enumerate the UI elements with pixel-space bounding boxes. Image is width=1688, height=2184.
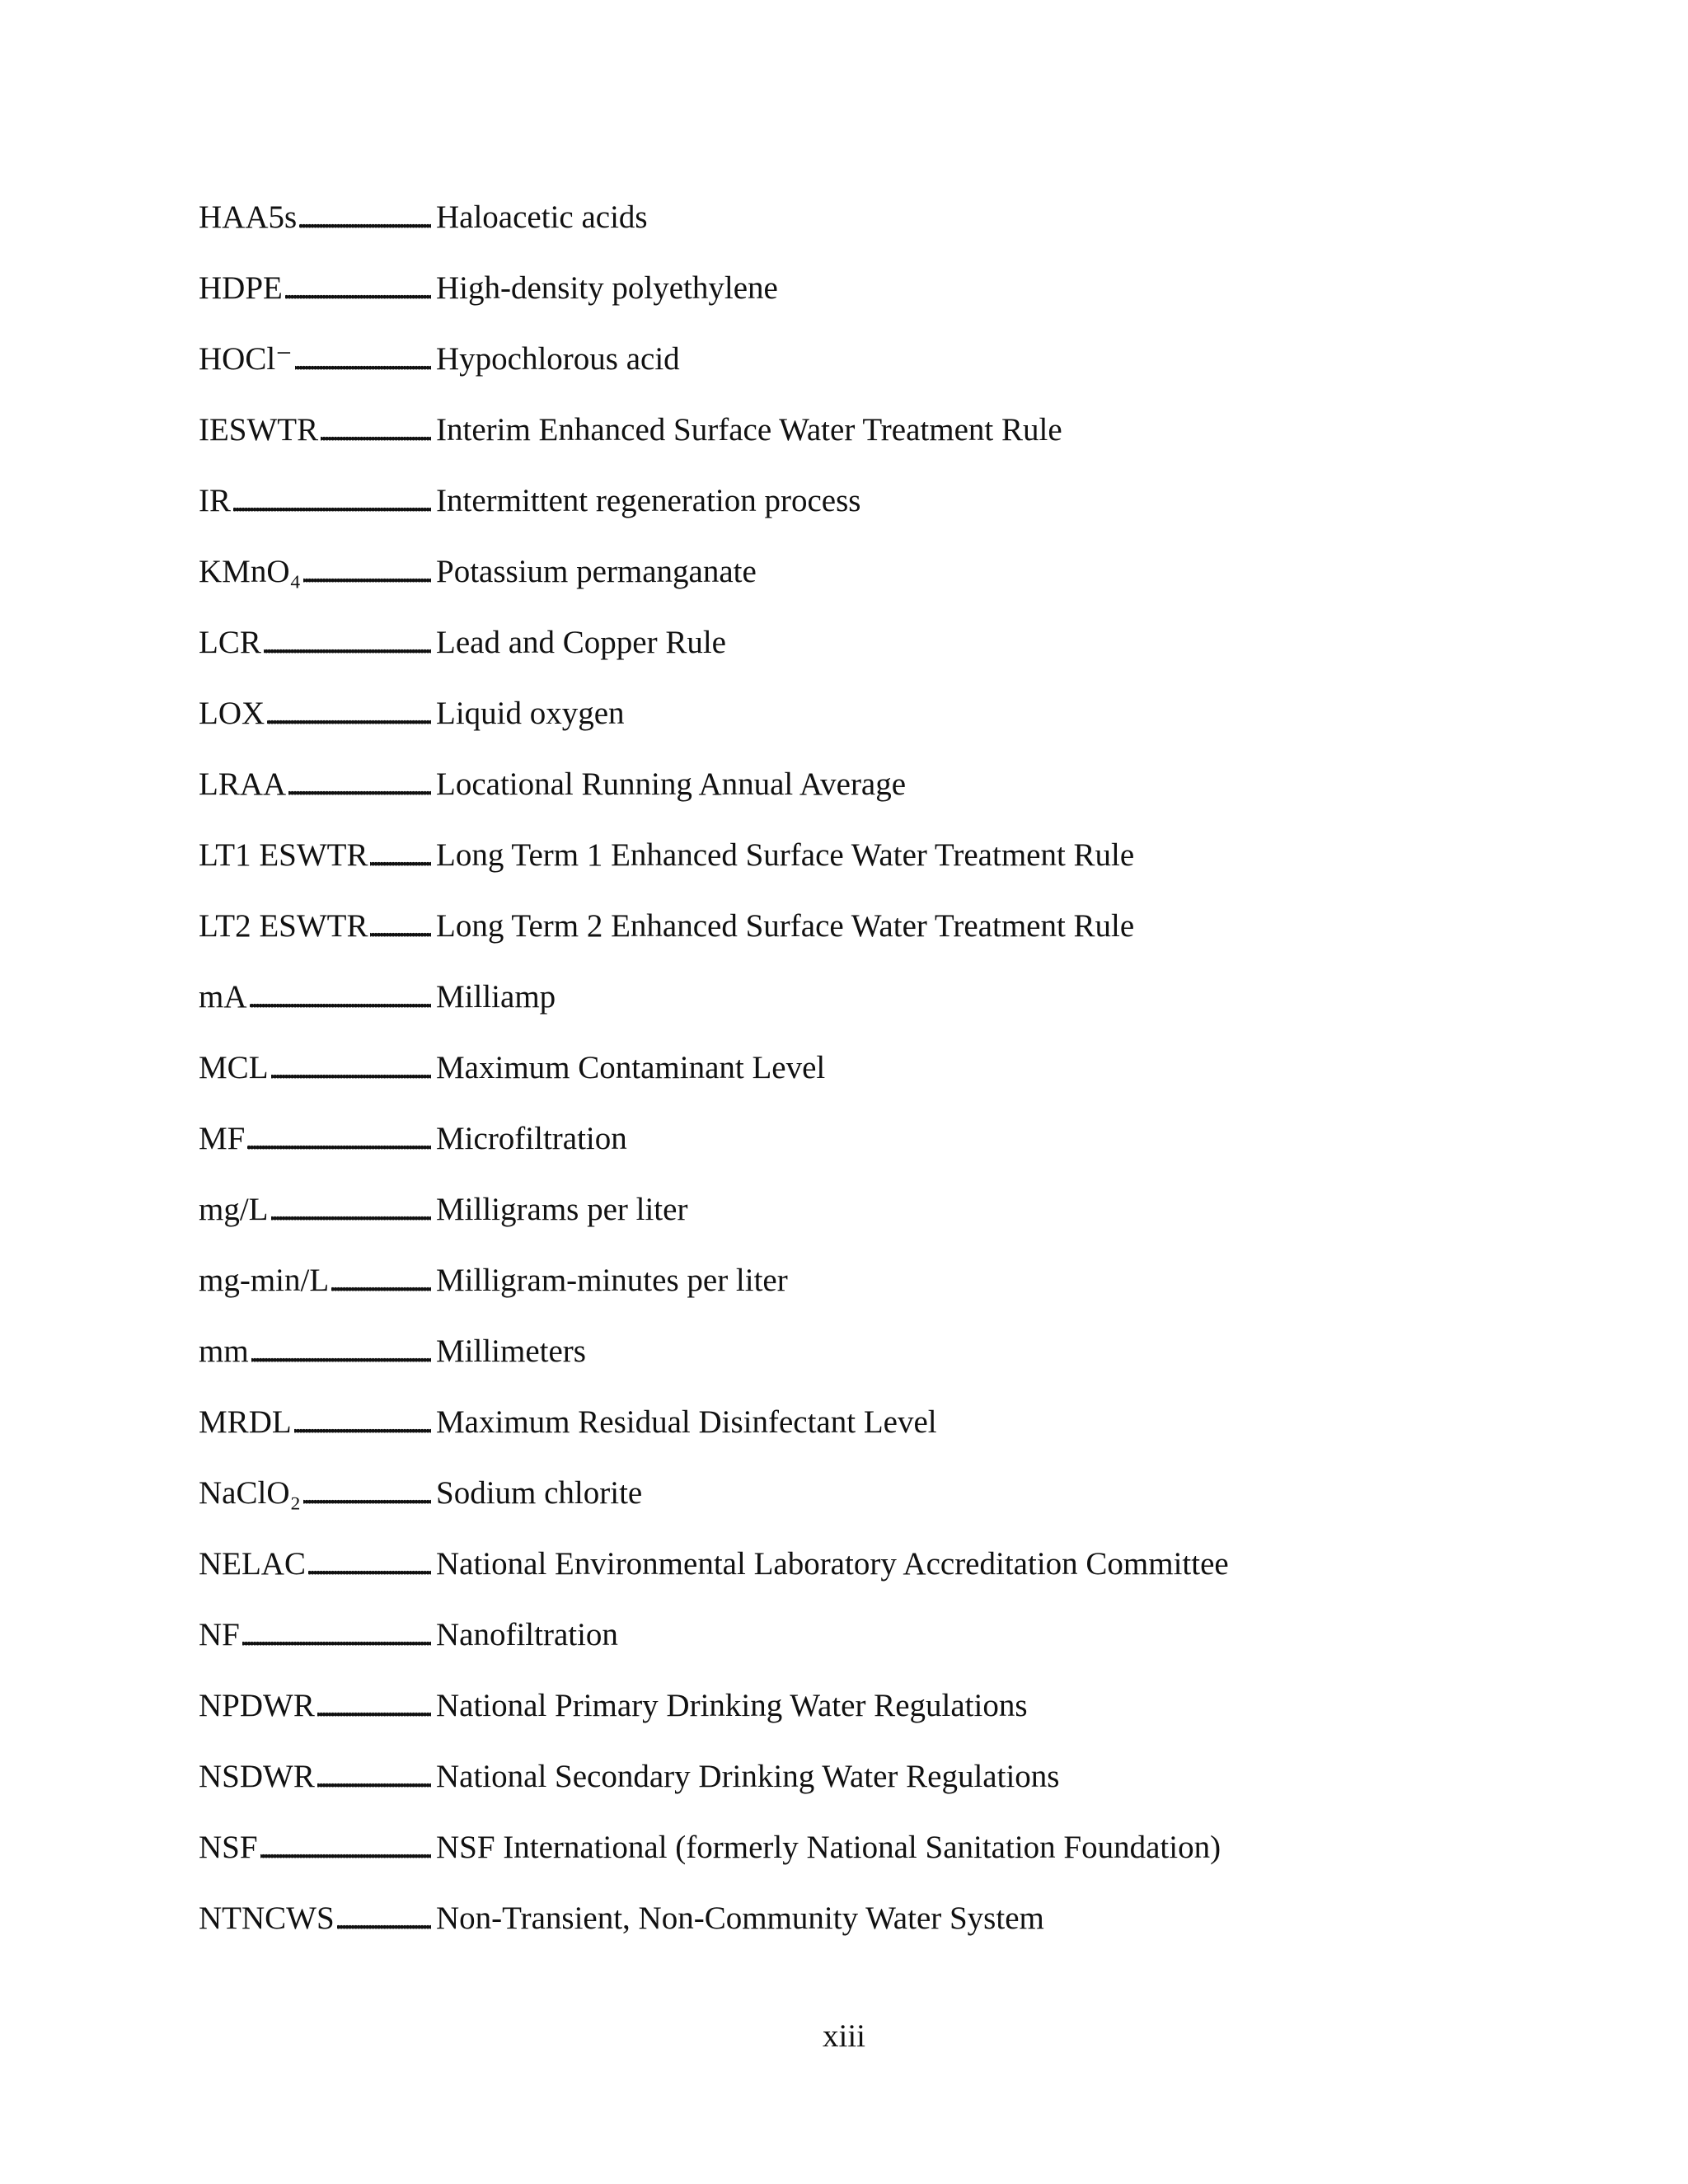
abbreviation-definition: Milligrams per liter xyxy=(436,1192,688,1227)
abbreviation-definition: National Primary Drinking Water Regulations xyxy=(436,1688,1028,1723)
abbreviation-row xyxy=(199,762,1534,832)
abbreviation-definition: Locational Running Annual Average xyxy=(436,766,907,802)
abbreviation-term: LT1 ESWTR . . . xyxy=(199,832,431,879)
abbreviation-term: mg/L . . . xyxy=(199,1187,431,1233)
abbreviation-definition: Maximum Contaminant Level xyxy=(436,1050,826,1085)
abbreviation-term: LOX . . . xyxy=(199,691,431,737)
abbreviation-definition: Millimeters xyxy=(436,1333,586,1369)
abbreviation-row xyxy=(199,1754,1534,1825)
abbreviation-term: NPDWR . . . xyxy=(199,1683,431,1729)
abbreviation-row xyxy=(199,194,1534,265)
abbreviation-term: LRAA . . . xyxy=(199,762,431,808)
abbreviation-definition: Haloacetic acids xyxy=(436,199,648,235)
abbreviation-row xyxy=(199,1329,1534,1399)
abbreviation-term: LCR . . . xyxy=(199,620,431,666)
abbreviation-row xyxy=(199,1683,1534,1754)
abbreviation-row xyxy=(199,407,1534,478)
abbreviation-term: NELAC . . . xyxy=(199,1541,431,1587)
abbreviation-definition: National Secondary Drinking Water Regulations xyxy=(436,1759,1060,1794)
abbreviation-row xyxy=(199,974,1534,1045)
abbreviation-term: NSDWR . . . xyxy=(199,1754,431,1800)
abbreviation-term: NTNCWS . . . xyxy=(199,1896,431,1942)
abbreviation-term: mm . . . xyxy=(199,1329,431,1375)
abbreviation-definition: Sodium chlorite xyxy=(436,1475,643,1511)
abbreviation-row xyxy=(199,691,1534,762)
abbreviation-term: MRDL . . . xyxy=(199,1399,431,1446)
abbreviation-definition: Nanofiltration xyxy=(436,1617,618,1652)
abbreviation-term: MCL . . . xyxy=(199,1045,431,1091)
abbreviation-term: HOCl⁻ . . . xyxy=(199,336,431,382)
abbreviation-term: NSF . . . xyxy=(199,1825,431,1871)
abbreviation-row xyxy=(199,1896,1534,1966)
abbreviation-list xyxy=(199,194,1534,1966)
abbreviation-row xyxy=(199,336,1534,407)
abbreviation-row xyxy=(199,1825,1534,1896)
abbreviation-term: HAA5s . . . xyxy=(199,194,431,241)
abbreviation-term: NF . . . xyxy=(199,1612,431,1658)
abbreviation-definition: Microfiltration xyxy=(436,1121,627,1156)
abbreviation-definition: Long Term 1 Enhanced Surface Water Treatment Rule xyxy=(436,837,1135,873)
abbreviation-definition: Milligram-minutes per liter xyxy=(436,1263,788,1298)
abbreviation-term: KMnO₄ . . . xyxy=(199,549,431,595)
abbreviation-row xyxy=(199,1612,1534,1683)
abbreviation-definition: Liquid oxygen xyxy=(436,696,625,731)
abbreviation-row xyxy=(199,549,1534,620)
abbreviation-term: IESWTR . . . xyxy=(199,407,431,453)
abbreviation-term: mg-min/L . . . xyxy=(199,1258,431,1304)
abbreviation-row xyxy=(199,1541,1534,1612)
abbreviation-definition: National Environmental Laboratory Accreditation Committee xyxy=(436,1546,1229,1582)
abbreviation-term: HDPE . . . xyxy=(199,265,431,312)
abbreviation-term: NaClO₂ . . . xyxy=(199,1470,431,1516)
abbreviation-row xyxy=(199,1470,1534,1541)
abbreviation-row xyxy=(199,478,1534,549)
abbreviation-definition: Potassium permanganate xyxy=(436,554,757,589)
abbreviation-definition: Non-Transient, Non-Community Water System xyxy=(436,1900,1044,1936)
abbreviation-row xyxy=(199,1399,1534,1470)
page-number: xiii xyxy=(822,2018,865,2054)
abbreviation-row xyxy=(199,620,1534,691)
abbreviation-row xyxy=(199,1045,1534,1116)
abbreviation-term: MF . . . xyxy=(199,1116,431,1162)
abbreviation-definition: NSF International (formerly National Sanitation Foundation) xyxy=(436,1830,1221,1865)
abbreviation-definition: Hypochlorous acid xyxy=(436,341,680,377)
abbreviation-definition: Long Term 2 Enhanced Surface Water Treatment Rule xyxy=(436,908,1135,944)
abbreviation-definition: Lead and Copper Rule xyxy=(436,625,726,660)
abbreviation-term: IR . . . xyxy=(199,478,431,524)
abbreviation-definition: Intermittent regeneration process xyxy=(436,483,861,518)
abbreviation-row xyxy=(199,832,1534,903)
abbreviation-row xyxy=(199,1258,1534,1329)
abbreviation-row xyxy=(199,265,1534,336)
abbreviation-definition: Milliamp xyxy=(436,979,556,1015)
abbreviation-row xyxy=(199,1116,1534,1187)
abbreviation-definition: Interim Enhanced Surface Water Treatment Rule xyxy=(436,412,1062,448)
abbreviation-row xyxy=(199,1187,1534,1258)
abbreviation-definition: Maximum Residual Disinfectant Level xyxy=(436,1404,937,1440)
abbreviation-term: mA . . . xyxy=(199,974,431,1020)
abbreviation-term: LT2 ESWTR . . . xyxy=(199,903,431,949)
abbreviation-definition: High-density polyethylene xyxy=(436,270,778,306)
abbreviation-row xyxy=(199,903,1534,974)
